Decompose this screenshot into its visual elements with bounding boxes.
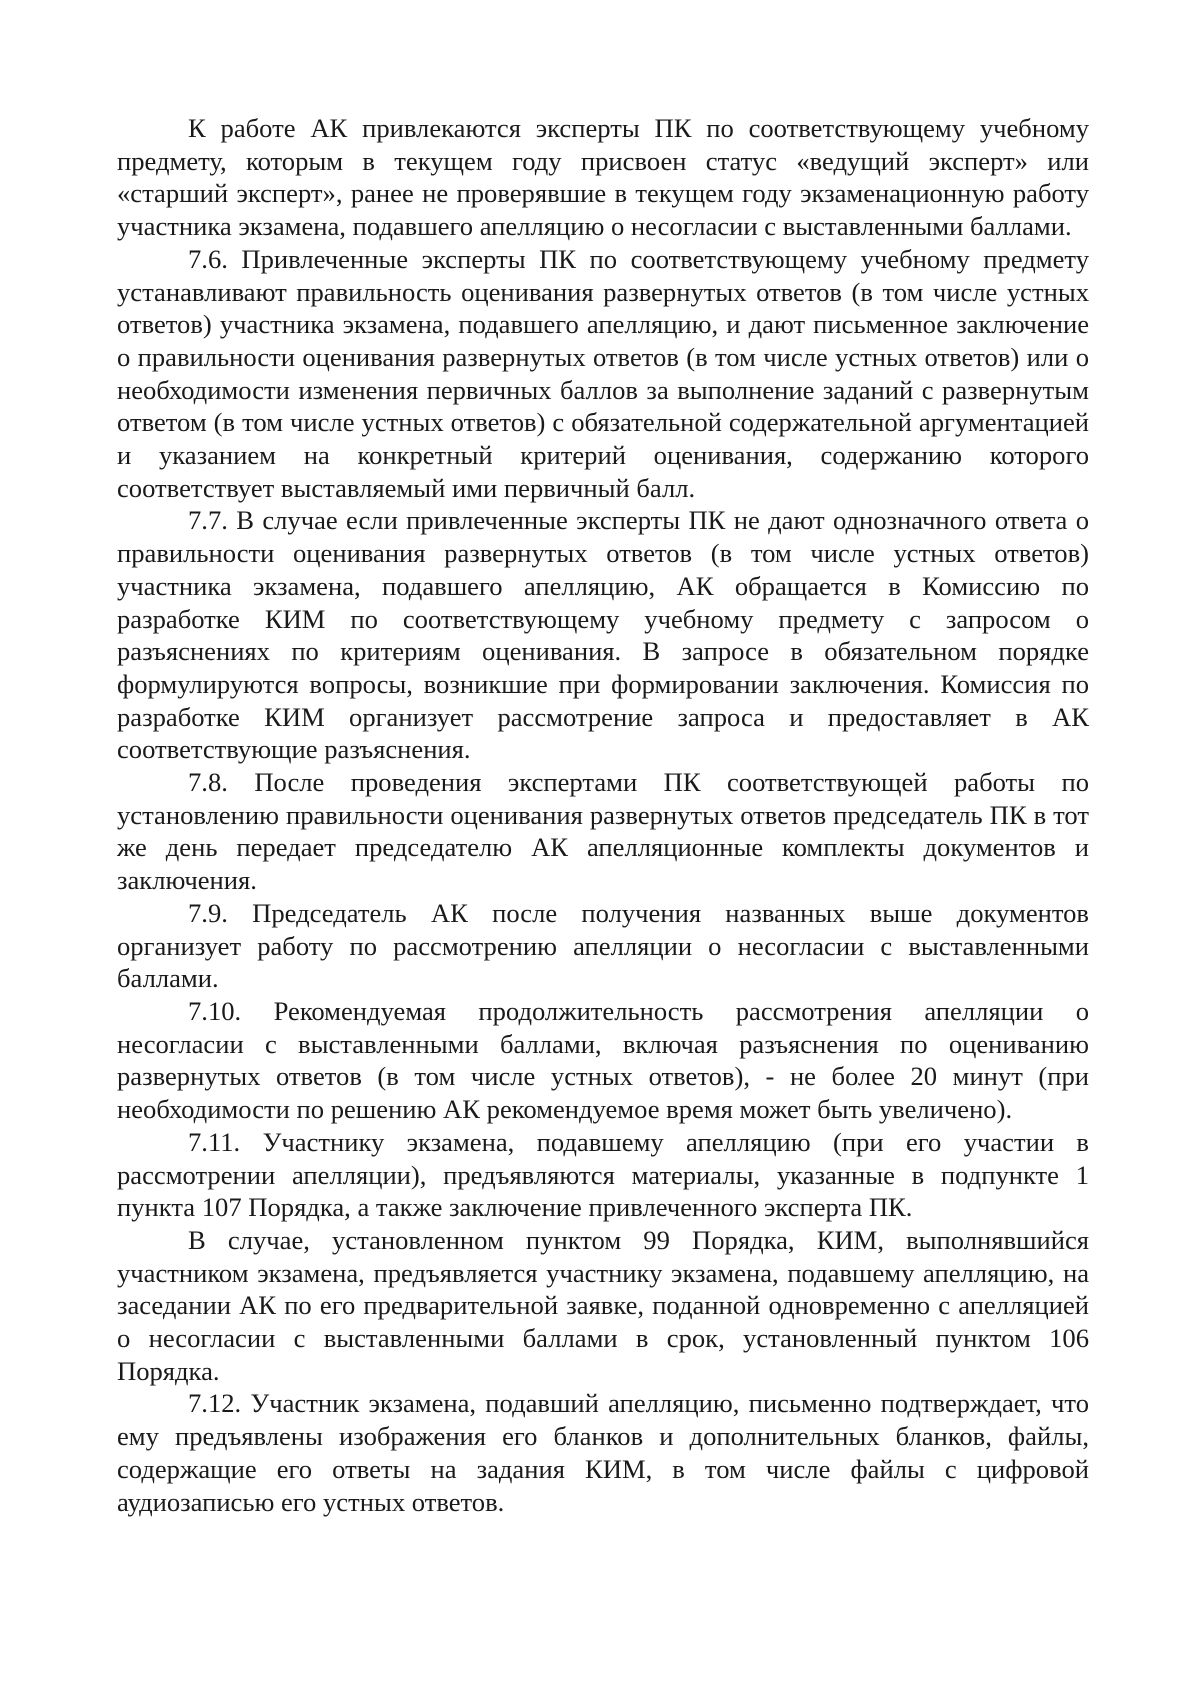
paragraph-7-6: 7.6. Привлеченные эксперты ПК по соответствующему учебному предмету устанавливают правильность оценивания развернутых ответов (в том числе устных ответов) участника экзамена, подавшего апелляцию, и дают письменное заключение о правильности оценивания развернутых ответов (в том числе устных ответов) или о необходимости изменения первичных баллов за выполнение заданий с развернутым ответом (в том числе устных ответов) с обязательной содержательной аргументацией и указанием на конкретный критерий оценивания, содержанию которого соответствует выставляемый ими первичный балл. <box>117 243 1089 503</box>
paragraph-7-9: 7.9. Председатель АК после получения названных выше документов организует работу по рассмотрению апелляции о несогласии с выставленными баллами. <box>117 897 1089 994</box>
document-page <box>117 112 1089 1518</box>
paragraph-7-12: 7.12. Участник экзамена, подавший апелляцию, письменно подтверждает, что ему предъявлены изображения его бланков и дополнительных бланков, файлы, содержащие его ответы на задания КИМ, в том числе файлы с цифровой аудиозаписью его устных ответов. <box>117 1388 1089 1517</box>
paragraph-kim-presentation: В случае, установленном пунктом 99 Порядка, КИМ, выполнявшийся участником экзамена, предъявляется участнику экзамена, подавшему апелляцию, на заседании АК по его предварительной заявке, поданной одновременно с апелляцией о несогласии с выставленными баллами в срок, установленный пунктом 106 Порядка. <box>117 1224 1089 1386</box>
paragraph-7-10: 7.10. Рекомендуемая продолжительность рассмотрения апелляции о несогласии с выставленными баллами, включая разъяснения по оцениванию развернутых ответов (в том числе устных ответов), - не более 20 минут (при необходимости по решению АК рекомендуемое время может быть увеличено). <box>117 995 1089 1125</box>
paragraph-experts-involvement: К работе АК привлекаются эксперты ПК по соответствующему учебному предмету, которым в текущем году присвоен статус «ведущий эксперт» или «старший эксперт», ранее не проверявшие в текущем году экзаменационную работу участника экзамена, подавшего апелляцию о несогласии с выставленными баллами. <box>117 113 1089 242</box>
paragraph-7-8: 7.8. После проведения экспертами ПК соответствующей работы по установлению правильности оценивания развернутых ответов председатель ПК в тот же день передает председателю АК апелляционные комплекты документов и заключения. <box>117 767 1089 896</box>
paragraph-7-11: 7.11. Участнику экзамена, подавшему апелляцию (при его участии в рассмотрении апелляции), предъявляются материалы, указанные в подпункте 1 пункта 107 Порядка, а также заключение привлеченного эксперта ПК. <box>117 1126 1089 1223</box>
paragraph-7-7: 7.7. В случае если привлеченные эксперты ПК не дают однозначного ответа о правильности оценивания развернутых ответов (в том числе устных ответов) участника экзамена, подавшего апелляцию, АК обращается в Комиссию по разработке КИМ по соответствующему учебному предмету с запросом о разъяснениях по критериям оценивания. В запросе в обязательном порядке формулируются вопросы, возникшие при формировании заключения. Комиссия по разработке КИМ организует рассмотрение запроса и предоставляет в АК соответствующие разъяснения. <box>117 505 1089 765</box>
